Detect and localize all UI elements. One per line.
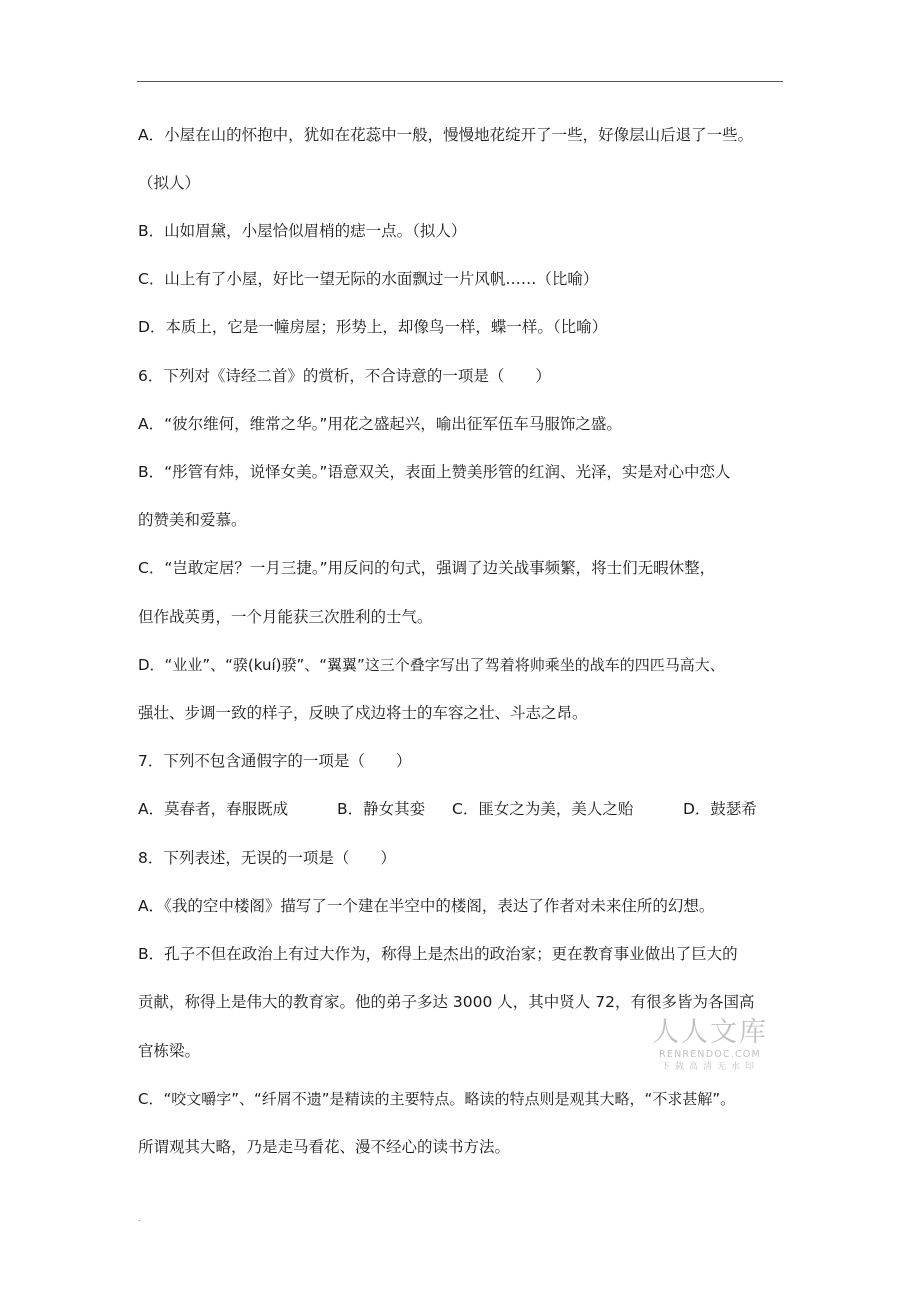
watermark-url: RENRENDOC.COM [659,1049,761,1060]
option-a-line-1: A．小屋在山的怀抱中，犹如在花蕊中一般，慢慢地花绽开了一些，好像层山后退了一些。 [138,126,754,144]
q7-option-a: A．莫春者，春服既成 [138,800,289,818]
option-b-line: B．山如眉黛，小屋恰似眉梢的痣一点。（拟人） [138,222,467,240]
q6-option-b-line-2: 的赞美和爱慕。 [138,511,247,529]
watermark-subtitle: 下载高清无水印 [660,1062,759,1072]
q8-option-b-line-2: 贡献，称得上是伟大的教育家。他的弟子多达 3000 人，其中贤人 72，有很多皆为各国高 [138,993,755,1011]
q6-option-c-line-2: 但作战英勇，一个月能获三次胜利的士气。 [138,608,433,626]
q8-option-c-line-1: C．“咬文嚼字”、“纤屑不遗”是精读的主要特点。略读的特点则是观其大略，“不求甚解”。 [138,1090,736,1108]
question-6: 6．下列对《诗经二首》的赏析，不合诗意的一项是（ ） [138,367,551,385]
q6-option-b-line-1: B．“彤管有炜，说怿女美。”语意双关，表面上赞美彤管的红润、光泽，实是对心中恋人 [138,463,731,481]
question-8: 8．下列表述，无误的一项是（ ） [138,849,396,867]
q7-option-d: D．鼓瑟希 [683,800,757,818]
q6-option-a: A．“彼尔维何，维常之华。”用花之盛起兴，喻出征军伍车马服饰之盛。 [138,415,622,433]
question-7: 7．下列不包含通假字的一项是（ ） [138,752,412,770]
watermark-title: 人人文库 [652,1017,768,1048]
q8-option-b-line-1: B．孔子不但在政治上有过大作为，称得上是杰出的政治家；更在教育事业做出了巨大的 [138,945,738,963]
q7-option-c: C．匪女之为美，美人之贻 [452,800,634,818]
q8-option-a: A．《我的空中楼阁》描写了一个建在半空中的楼阁，表达了作者对未来住所的幻想。 [138,897,715,915]
option-d-line: D．本质上，它是一幢房屋；形势上，却像鸟一样，蝶一样。（比喻） [138,318,608,336]
option-c-line: C．山上有了小屋，好比一望无际的水面飘过一片风帆……（比喻） [138,270,599,288]
header-rule [137,81,783,82]
q8-option-c-line-2: 所谓观其大略，乃是走马看花、漫不经心的读书方法。 [138,1138,511,1156]
footer-mark: . [138,1214,141,1223]
q6-option-d-line-1: D．“业业”、“骙(kuí)骙”、“翼翼”这三个叠字写出了驾着将帅乘坐的战车的四匹马高大、 [138,656,725,674]
option-a-line-2: （拟人） [138,174,201,192]
q6-option-d-line-2: 强壮、步调一致的样子，反映了戍边将士的车容之壮、斗志之昂。 [138,704,588,722]
q8-option-b-line-3: 官栋梁。 [138,1042,201,1060]
q6-option-c-line-1: C．“岂敢定居？一月三捷。”用反问的句式，强调了边关战事频繁，将士们无暇休整， [138,559,716,577]
q7-option-b: B．静女其娈 [337,800,426,818]
watermark-logo [648,1017,772,1073]
